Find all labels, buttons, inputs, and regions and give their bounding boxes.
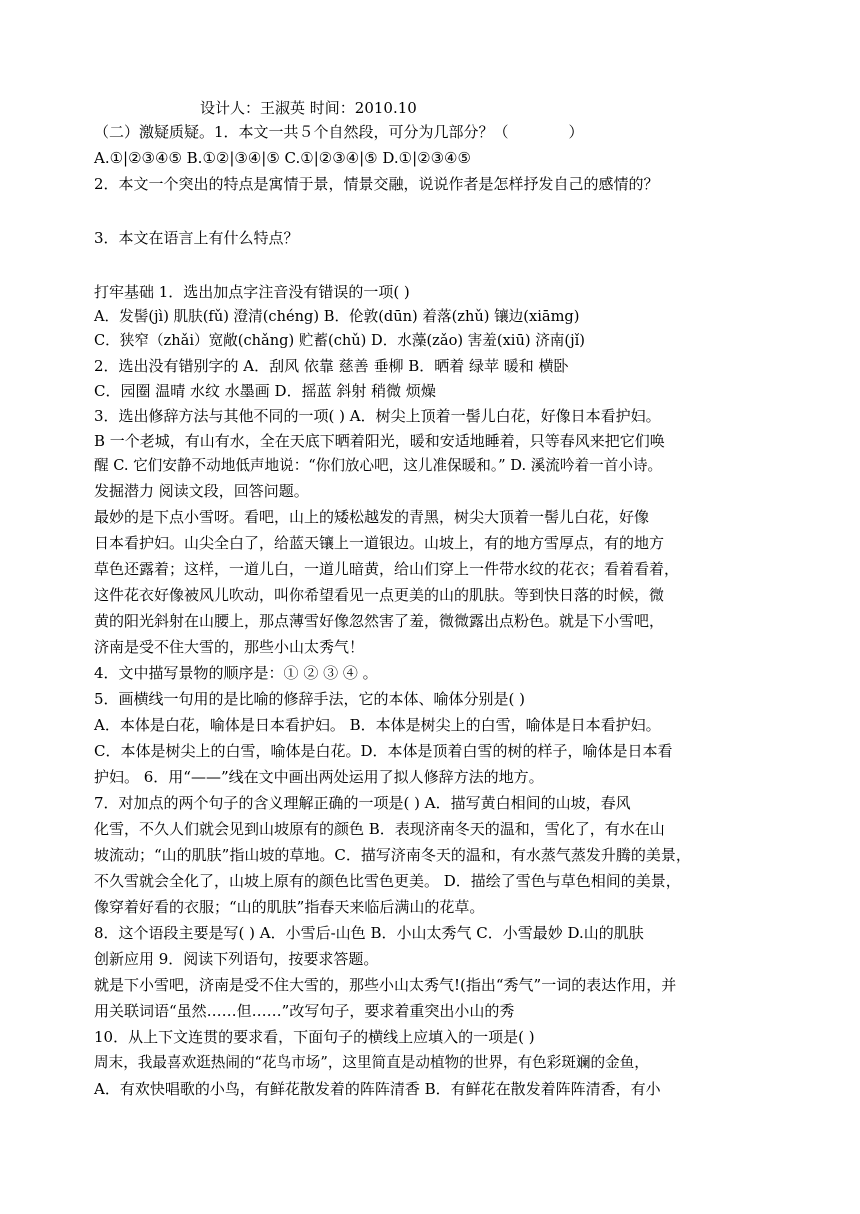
text-line: 日本看护妇。山尖全白了，给蓝天镶上一道银边。山坡上，有的地方雪厚点，有的地方 <box>94 534 665 552</box>
text-line: 3．选出修辞方法与其他不同的一项( ) A．树尖上顶着一髻儿白花，好像日本看护妇。 <box>94 407 661 425</box>
text-line: 发掘潜力 阅读文段，回答问题。 <box>94 482 309 500</box>
text-line: 护妇。 6．用“——”线在文中画出两处运用了拟人修辞方法的地方。 <box>94 768 544 786</box>
text-line: 2．选出没有错别字的 A．刮风 依靠 慈善 垂柳 B．晒着 绿苹 暖和 横卧 <box>94 357 569 375</box>
text-line: C．狭窄（zhǎi）宽敞(chǎng) 贮蓄(chǔ) D．水藻(zǎo) 害羞(xiū) 济南(jǐ) <box>94 332 585 349</box>
text-line: 10．从上下文连贯的要求看，下面句子的横线上应填入的一项是( ) <box>94 1028 535 1046</box>
text-line: 这件花衣好像被风儿吹动，叫你希望看见一点更美的山的肌肤。等到快日落的时候，微 <box>94 586 665 604</box>
text-line: 不久雪就会全化了，山坡上原有的颜色比雪色更美。 D．描绘了雪色与草色相间的美景， <box>94 872 681 890</box>
text-line: 化雪，不久人们就会见到山坡原有的颜色 B．表现济南冬天的温和，雪化了，有水在山 <box>94 820 665 838</box>
text-line: 坡流动；“山的肌肤”指山坡的草地。C．描写济南冬天的温和，有水蒸气蒸发升腾的美景， <box>94 846 691 864</box>
text-line: 打牢基础 1．选出加点字注音没有错误的一项( ) <box>94 283 410 301</box>
text-line: 7．对加点的两个句子的含义理解正确的一项是( ) A．描写黄白相间的山坡，春风 <box>94 794 631 812</box>
text-line: 创新应用 9．阅读下列语句，按要求答题。 <box>94 950 379 968</box>
text-line: 用关联词语“虽然……但……”改写句子，要求着重突出小山的秀 <box>94 1002 515 1020</box>
text-line: 草色还露着；这样，一道儿白，一道儿暗黄，给山们穿上一件带水纹的花衣；看着看着， <box>94 560 680 578</box>
text-line: 就是下小雪吧，济南是受不住大雪的，那些小山太秀气!(指出“秀气”一词的表达作用，并 <box>94 976 677 994</box>
text-line: C．园圈 温晴 水纹 水墨画 D．摇蓝 斜射 稍微 烦燥 <box>94 382 436 400</box>
text-line: A.①|②③④⑤ B.①②|③④|⑤ C.①|②③④|⑤ D.①|②③④⑤ <box>94 149 471 167</box>
text-line: 像穿着好看的衣服；“山的肌肤”指春天来临后满山的花草。 <box>94 898 485 916</box>
text-line: 黄的阳光斜射在山腰上，那点薄雪好像忽然害了羞，微微露出点粉色。就是下小雪吧， <box>94 612 665 630</box>
text-line: A．本体是白花，喻体是日本看护妇。 B．本体是树尖上的白雪，喻体是日本看护妇。 <box>94 716 661 734</box>
text-line: 最妙的是下点小雪呀。看吧，山上的矮松越发的青黑，树尖大顶着一髻儿白花，好像 <box>94 508 650 526</box>
text-line: 5．画横线一句用的是比喻的修辞手法，它的本体、喻体分别是( ) <box>94 690 526 708</box>
text-line: （二）激疑质疑。1．本文一共５个自然段，可分为几部分？（ ） <box>94 123 584 141</box>
text-line: A．有欢快唱歌的小鸟，有鲜花散发着的阵阵清香 B．有鲜花在散发着阵阵清香，有小 <box>94 1080 661 1098</box>
header-line: 设计人：王淑英 时间：2010.10 <box>200 99 417 117</box>
text-line: 醒 C. 它们安静不动地低声地说：“你们放心吧，这儿准保暖和。” D. 溪流吟着一首小诗。 <box>94 457 663 474</box>
text-line: 8．这个语段主要是写( ) A．小雪后-山色 B．小山太秀气 C．小雪最妙 D.山的肌肤 <box>94 924 644 942</box>
text-line: A．发髻(jì) 肌肤(fǔ) 澄清(chéng) B．伦敦(dūn) 着落(zhǔ) 镶边(xiāmg) <box>94 308 580 325</box>
text-line: 4．文中描写景物的顺序是：① ② ③ ④ 。 <box>94 664 378 682</box>
text-line: 周末，我最喜欢逛热闹的“花鸟市场”，这里简直是动植物的世界，有色彩斑斓的金鱼， <box>94 1054 649 1071</box>
text-line: C．本体是树尖上的白雪，喻体是白花。D．本体是顶着白雪的树的样子，喻体是日本看 <box>94 742 673 760</box>
text-line: 济南是受不住大雪的，那些小山太秀气！ <box>94 638 365 656</box>
text-line: 2．本文一个突出的特点是寓情于景，情景交融，说说作者是怎样抒发自己的感情的？ <box>94 175 659 193</box>
text-line: B 一个老城，有山有水，全在天底下晒着阳光，暖和安适地睡着，只等春风来把它们唤 <box>94 432 665 450</box>
text-line: 3．本文在语言上有什么特点？ <box>94 229 299 247</box>
